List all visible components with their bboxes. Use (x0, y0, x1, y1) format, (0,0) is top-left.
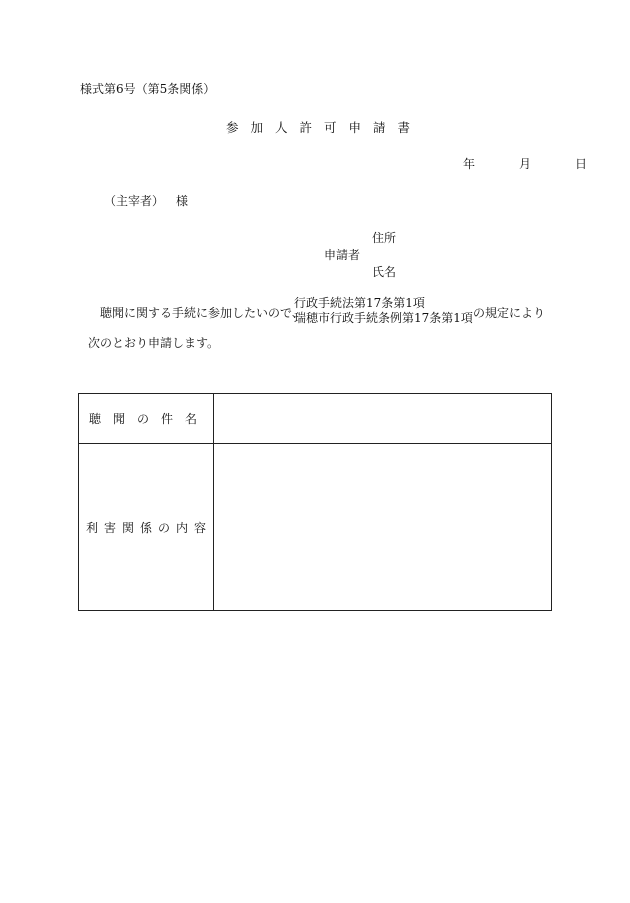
interest-content-field[interactable] (214, 444, 552, 611)
law-option-national: 行政手続法第17条第1項 (294, 296, 425, 310)
applicant-label: 申請者 (324, 248, 361, 262)
application-table (78, 393, 552, 611)
addressee-honorific: 様 (176, 194, 189, 208)
hearing-subject-field[interactable] (214, 394, 552, 444)
address-label: 住所 (372, 231, 397, 245)
addressee-name: （主宰者） (104, 194, 165, 208)
law-options (294, 296, 473, 326)
form-number: 様式第6号（第5条関係） (80, 82, 216, 96)
document-title: 参加人許可申請書 (226, 120, 423, 135)
date-line (441, 155, 587, 172)
table-row (79, 394, 552, 444)
body-text-line2: 次のとおり申請します。 (88, 336, 220, 350)
body-text-prefix: 聴聞に関する手続に参加したいので、 (100, 306, 304, 320)
law-option-municipal: 瑞穂市行政手続条例第17条第1項 (294, 311, 473, 325)
date-day-label: 日 (575, 157, 588, 171)
date-year-label: 年 (463, 157, 476, 171)
body-text-suffix: の規定により (473, 306, 546, 320)
name-label: 氏名 (372, 265, 397, 279)
table-row (79, 444, 552, 611)
hearing-subject-label: 聴聞の件名 (79, 394, 214, 444)
interest-content-label: 利害関係の内容 (79, 444, 214, 611)
addressee-line (104, 192, 188, 209)
date-month-label: 月 (519, 157, 532, 171)
